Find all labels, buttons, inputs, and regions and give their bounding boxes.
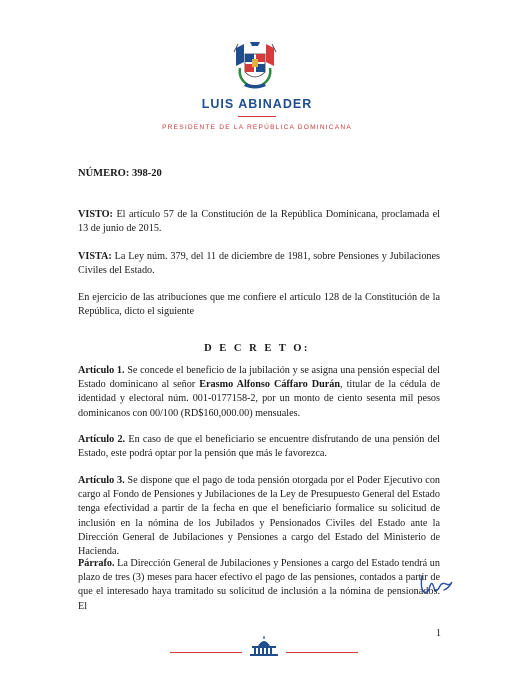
national-palace-icon xyxy=(248,636,280,658)
footer-rule-left xyxy=(170,652,242,653)
visto-label: VISTO: xyxy=(78,209,113,220)
visto-paragraph xyxy=(78,208,440,236)
dominican-coat-of-arms-icon xyxy=(230,40,280,92)
president-name: LUIS ABINADER xyxy=(201,97,313,111)
articulo-3-text: Se dispone que el pago de toda pensión otorgada por el Poder Ejecutivo con cargo al Fondo de Pensiones y Jubilaciones de la Ley de Presupuesto General del Estado tenga efectividad a partir de la fecha en que el beneficiario formalice su solicitud de inclusión en la nómina de los Jubilados y Pensionados Civiles del Estado ante la Dirección General de Jubilaciones y Pensiones a cargo del Estado del Ministerio de Hacienda. xyxy=(78,475,441,558)
articulo-3-label: Artículo 3. xyxy=(78,475,125,486)
decree-number: NÚMERO: 398-20 xyxy=(78,168,162,179)
articulo-1-text-a: Se concede el beneficio de la jubilación y se asigna una pensión especial del Estado dominicano al señor xyxy=(78,365,440,391)
articulo-2-label: Artículo 2. xyxy=(78,434,126,445)
visto-text: El artículo 57 de la Constitución de la República Dominicana, proclamada el 13 de junio de 2015. xyxy=(78,209,440,235)
ejercicio-paragraph: En ejercicio de las atribuciones que me confiere el artículo 128 de la Constitución de la República, dicto el siguiente xyxy=(78,292,440,318)
articulo-3 xyxy=(78,474,440,559)
articulo-1-label: Artículo 1. xyxy=(78,365,125,376)
vista-paragraph xyxy=(78,250,440,278)
articulo-1-text-b: , titular de la cédula de identidad y electoral núm. 001-0177158-2, por un monto de ciento sesenta mil pesos dominicanos con 00/100 (RD$160,000.00) mensuales. xyxy=(78,379,441,419)
header-divider xyxy=(238,116,276,117)
page-number: 1 xyxy=(436,628,441,639)
footer-rule-right xyxy=(286,652,358,653)
articulo-2-text: En caso de que el beneficiario se encuentre disfrutando de una pensión del Estado, este podrá optar por la pensión que más le favorezca. xyxy=(78,434,440,460)
parrafo-text: La Dirección General de Jubilaciones y Pensiones a cargo del Estado tendrá un plazo de tres (3) meses para hacer efectivo el pago de las pensiones, contados a partir de que el interesado haya tramitado su solicitud de inclusión a la nómina de pensionados. El xyxy=(78,558,440,612)
vista-label: VISTA: xyxy=(78,251,112,262)
articulo-2 xyxy=(78,433,440,461)
initials-signature-icon xyxy=(416,572,456,598)
vista-text: La Ley núm. 379, del 11 de diciembre de 1981, sobre Pensiones y Jubilaciones Civiles del Estado. xyxy=(78,251,440,277)
parrafo xyxy=(78,557,440,614)
president-title: PRESIDENTE DE LA REPÚBLICA DOMINICANA xyxy=(162,124,352,131)
articulo-1 xyxy=(78,364,440,421)
parrafo-label: Párrafo. xyxy=(78,558,115,569)
decreto-heading: D E C R E T O: xyxy=(204,343,310,354)
beneficiary-name: Erasmo Alfonso Cáffaro Durán xyxy=(199,379,341,391)
